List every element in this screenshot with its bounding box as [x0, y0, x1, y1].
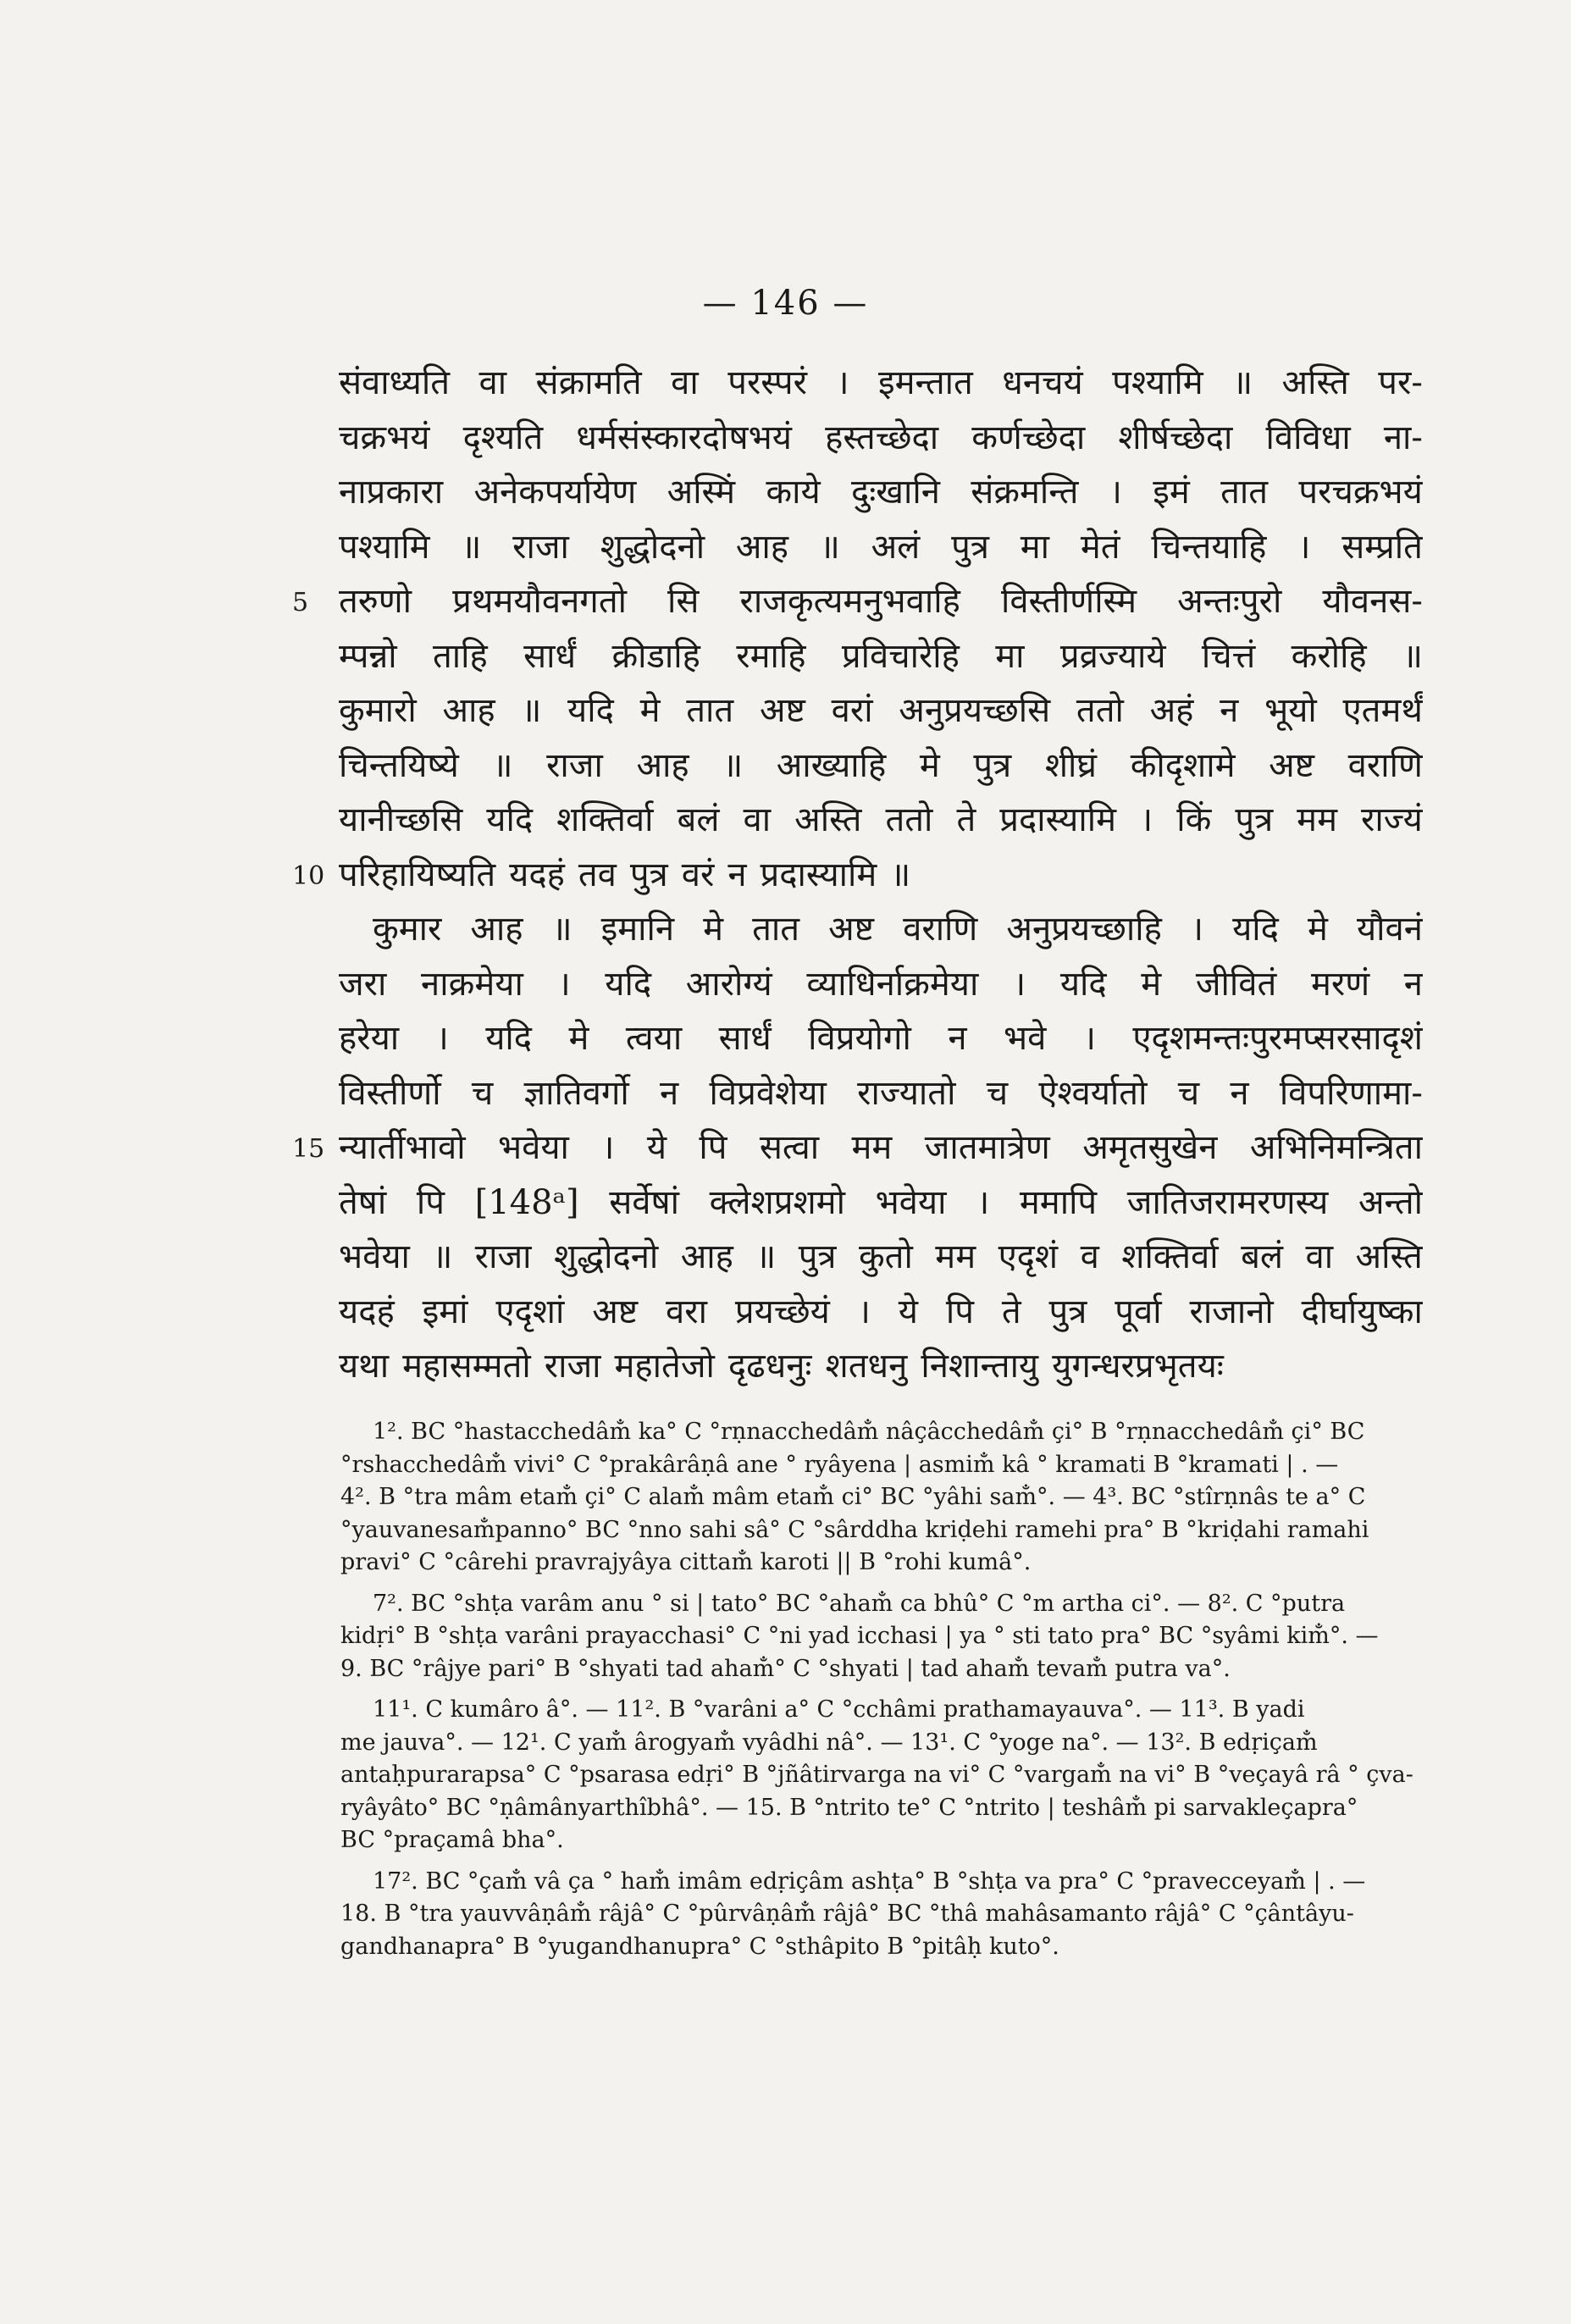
footnote-paragraph [340, 1866, 1423, 1964]
line-number: 15 [292, 1134, 325, 1164]
footnote-line: 1². BC °hastacchedâm̐ ka° C °rṇnacchedâm̐ nâçâcchedâm̐ çi° B °rṇnacchedâm̐ çi° BC [373, 1419, 1365, 1445]
footnote-paragraph [340, 1416, 1423, 1580]
text-line: यानीच्छसि यदि शक्तिर्वा बलं वा अस्ति ततो ते प्रदास्यामि । किं पुत्र मम राज्यं [339, 800, 1423, 839]
footnote-line: °yauvanesam̐panno° BC °nno sahi sâ° C °sârddha kriḍehi ramehi pra° B °kriḍahi ramahi [340, 1516, 1369, 1543]
footnote-line: 18. B °tra yauvvâṇâm̐ râjâ° C °pûrvâṇâm̐ râjâ° BC °thâ mahâsamanto râjâ° C °çântâyu- [340, 1901, 1354, 1927]
footnote-line: kidṛi° B °shṭa varâni prayacchasi° C °ni yad icchasi | ya ° sti tato pra° BC °syâmi kim̐°. — [340, 1623, 1379, 1649]
critical-apparatus-footnotes [340, 1416, 1423, 1972]
sanskrit-main-text [339, 356, 1423, 1394]
text-line: तेषां पि [148ᵃ] सर्वेषां क्लेशप्रशमो भवेया । ममापि जातिजरामरणस्य अन्तो [339, 1182, 1423, 1222]
footnote-line: 7². BC °shṭa varâm anu ° si | tato° BC °aham̐ ca bhû° C °m artha ci°. — 8². C °putra [373, 1590, 1346, 1617]
text-line: संवाध्यति वा संक्रामति वा परस्परं । इमन्तात धनचयं पश्यामि ॥ अस्ति पर- [339, 363, 1423, 402]
text-line: कुमार आह ॥ इमानि मे तात अष्ट वराणि अनुप्रयच्छाहि । यदि मे यौवनं [373, 910, 1423, 949]
page-number: — 146 — [702, 284, 869, 323]
text-line: चक्रभयं दृश्यति धर्मसंस्कारदोषभयं हस्तच्छेदा कर्णच्छेदा शीर्षच्छेदा विविधा ना- [339, 418, 1423, 457]
footnote-line: 4². B °tra mâm etam̐ çi° C alam̐ mâm etam̐ ci° BC °yâhi sam̐°. — 4³. BC °stîrṇnâs te a° C [340, 1484, 1366, 1510]
text-line: पश्यामि ॥ राजा शुद्धोदनो आह ॥ अलं पुत्र मा मेतं चिन्तयाहि । सम्प्रति [339, 527, 1423, 567]
line-number: 5 [292, 588, 309, 617]
footnote-line: 9. BC °râjye pari° B °shyati tad aham̐° C °shyati | tad aham̐ tevam̐ putra va°. [340, 1655, 1231, 1682]
text-line: न्यार्तीभावो भवेया । ये पि सत्वा मम जातमात्रेण अमृतसुखेन अभिनिमन्त्रिता [339, 1128, 1423, 1167]
footnote-paragraph [340, 1694, 1423, 1857]
text-line: भवेया ॥ राजा शुद्धोदनो आह ॥ पुत्र कुतो मम एदृशं व शक्तिर्वा बलं वा अस्ति [339, 1237, 1423, 1276]
text-line: कुमारो आह ॥ यदि मे तात अष्ट वरां अनुप्रयच्छसि ततो अहं न भूयो एतमर्थं [339, 691, 1423, 730]
text-line: विस्तीर्णो च ज्ञातिवर्गो न विप्रवेशेया राज्यातो च ऐश्वर्यातो च न विपरिणामा- [339, 1073, 1423, 1113]
footnote-paragraph [340, 1588, 1423, 1686]
footnote-line: gandhanapra° B °yugandhanupra° C °sthâpito B °pitâḥ kuto°. [340, 1933, 1059, 1960]
text-line: म्पन्नो ताहि सार्धं क्रीडाहि रमाहि प्रविचारेहि मा प्रव्रज्याये चित्तं करोहि ॥ [339, 636, 1423, 676]
footnote-line: 11¹. C kumâro â°. — 11². B °varâni a° C °cchâmi prathamayauva°. — 11³. B yadi [373, 1696, 1305, 1723]
footnote-line: BC °praçamâ bha°. [340, 1827, 564, 1853]
text-line: तरुणो प्रथमयौवनगतो सि राजकृत्यमनुभवाहि विस्तीर्णस्मि अन्तःपुरो यौवनस- [339, 582, 1423, 621]
footnote-line: me jauva°. — 12¹. C yam̐ ârogyam̐ vyâdhi nâ°. — 13¹. C °yoge na°. — 13². B edṛiçam̐ [340, 1729, 1318, 1756]
footnote-line: pravi° C °cârehi pravrajyâya cittam̐ karoti || B °rohi kumâ°. [340, 1549, 1032, 1575]
footnote-line: 17². BC °çam̐ vâ ça ° ham̐ imâm edṛiçâm ashṭa° B °shṭa va pra° C °pravecceyam̐ | . — [373, 1868, 1366, 1895]
line-number: 10 [292, 860, 325, 891]
footnote-line: antaḥpurarapsa° C °psarasa edṛi° B °jñâtirvarga na vi° C °vargam̐ na vi° B °veçayâ râ ° çva- [340, 1762, 1413, 1788]
text-line: परिहायिष्यति यदहं तव पुत्र वरं न प्रदास्यामि ॥ [339, 855, 911, 894]
text-line: यदहं इमां एदृशां अष्ट वरा प्रयच्छेयं । ये पि ते पुत्र पूर्वा राजानो दीर्घायुष्का [339, 1292, 1423, 1331]
text-line: नाप्रकारा अनेकपर्यायेण अस्मिं काये दुःखानि संक्रमन्ति । इमं तात परचक्रभयं [339, 473, 1423, 512]
text-line: जरा नाक्रमेया । यदि आरोग्यं व्याधिर्नाक्रमेया । यदि मे जीवितं मरणं न [339, 964, 1423, 1004]
text-line: यथा महासम्मतो राजा महातेजो दृढधनुः शतधनु निशान्तायु युगन्धरप्रभृतयः [339, 1347, 1224, 1386]
footnote-line: ryâyâto° BC °ṇâmânyarthîbhâ°. — 15. B °ntrito te° C °ntrito | teshâm̐ pi sarvakleçapra° [340, 1794, 1358, 1821]
text-line: चिन्तयिष्ये ॥ राजा आह ॥ आख्याहि मे पुत्र शीघ्रं कीदृशामे अष्ट वराणि [339, 745, 1423, 785]
text-line: हरेया । यदि मे त्वया सार्धं विप्रयोगो न भवे । एदृशमन्तःपुरमप्सरसादृशं [339, 1019, 1423, 1058]
footnote-line: °rshacchedâm̐ vivi° C °prakârâṇâ ane ° ryâyena | asmim̐ kâ ° kramati B °kramati | . — [340, 1451, 1339, 1478]
